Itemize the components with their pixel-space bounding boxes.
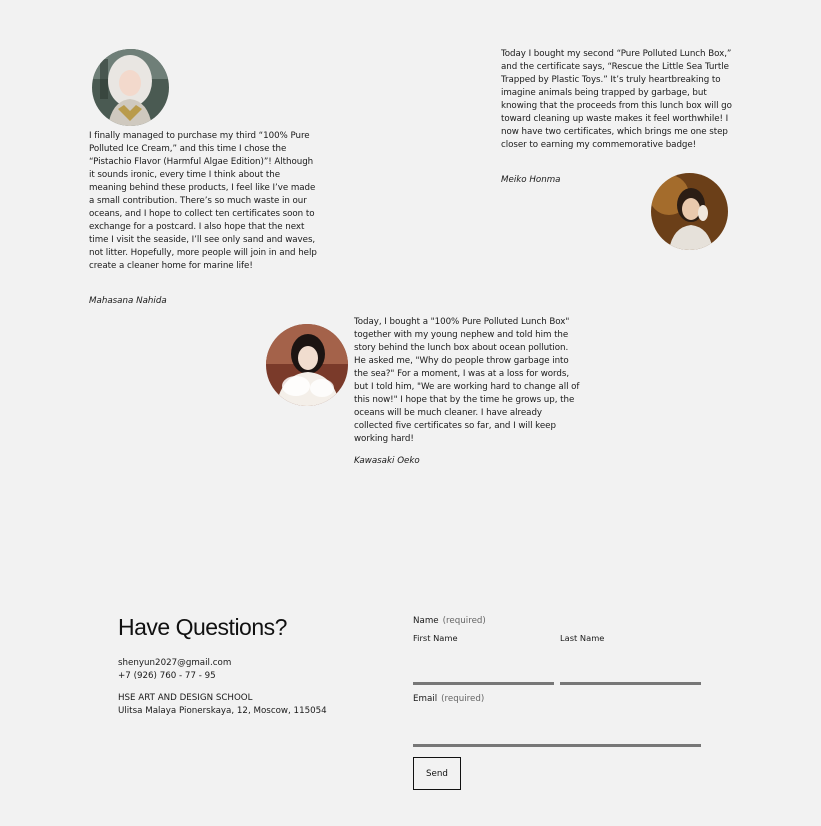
testimonial-quote-2: Today I bought my second “Pure Polluted Lunch Box,” and the certificate says, “Rescue the Little Sea Turtle Trapped by Plastic Toys.” It’s truly heartbreaking to imagine animals being trapped by garbage, but knowing that the proceeds from this lunch box will go toward cleaning up waste makes it feel worthwhile! I now have two certificates, which brings me one step closer to earning my commemorative badge! (501, 49, 732, 150)
last-name-label: Last Name (560, 633, 605, 643)
last-name-field[interactable] (560, 656, 701, 685)
first-name-field[interactable] (413, 656, 554, 685)
email-label-text: Email (413, 694, 438, 704)
email-required-text: (required) (441, 694, 485, 704)
avatar-meiko-honma (651, 173, 728, 250)
name-required-text: (required) (442, 616, 486, 626)
first-name-label: First Name (413, 633, 458, 643)
name-label-text: Name (413, 616, 439, 626)
avatar-kawasaki-oeko (266, 324, 348, 406)
send-button[interactable]: Send (413, 757, 461, 790)
contact-email[interactable]: shenyun2027@gmail.com (118, 658, 232, 668)
contact-phone[interactable]: +7 (926) 760 - 77 - 95 (118, 671, 216, 681)
testimonial-author-1: Mahasana Nahida (89, 296, 167, 306)
school-name: HSE ART AND DESIGN SCHOOL (118, 693, 253, 703)
email-label (413, 694, 484, 704)
testimonial-author-2: Meiko Honma (501, 175, 561, 185)
testimonial-author-3: Kawasaki Oeko (354, 456, 420, 466)
testimonial-quote-3: Today, I bought a "100% Pure Polluted Lunch Box" together with my young nephew and told him the story behind the lunch box about ocean pollution. He asked me, "Why do people throw garbage into the sea?" For a moment, I was at a loss for words, but I told him, "We are working hard to change all of this now!" I hope that by the time he grows up, the oceans will be much cleaner. I have already collected five certificates so far, and I will keep working hard! (354, 317, 580, 444)
testimonial-quote-1: I finally managed to purchase my third “100% Pure Polluted Ice Cream,” and this time I chose the “Pistachio Flavor (Harmful Algae Edition)”! Although it sounds ironic, every time I think about the meaning behind these products, I feel like I’ve made a small contribution. There’s so much waste in our oceans, and I hope to collect ten certificates soon to exchange for a postcard. I also hope that the next time I visit the seaside, I’ll see only sand and waves, not litter. Hopefully, more people will join in and help create a cleaner home for marine life! (89, 131, 317, 271)
name-label (413, 616, 486, 626)
avatar-mahasana-nahida (92, 49, 169, 126)
email-field[interactable] (413, 718, 701, 747)
contact-title: Have Questions? (118, 614, 287, 640)
school-address: Ulitsa Malaya Pionerskaya, 12, Moscow, 115054 (118, 706, 327, 716)
